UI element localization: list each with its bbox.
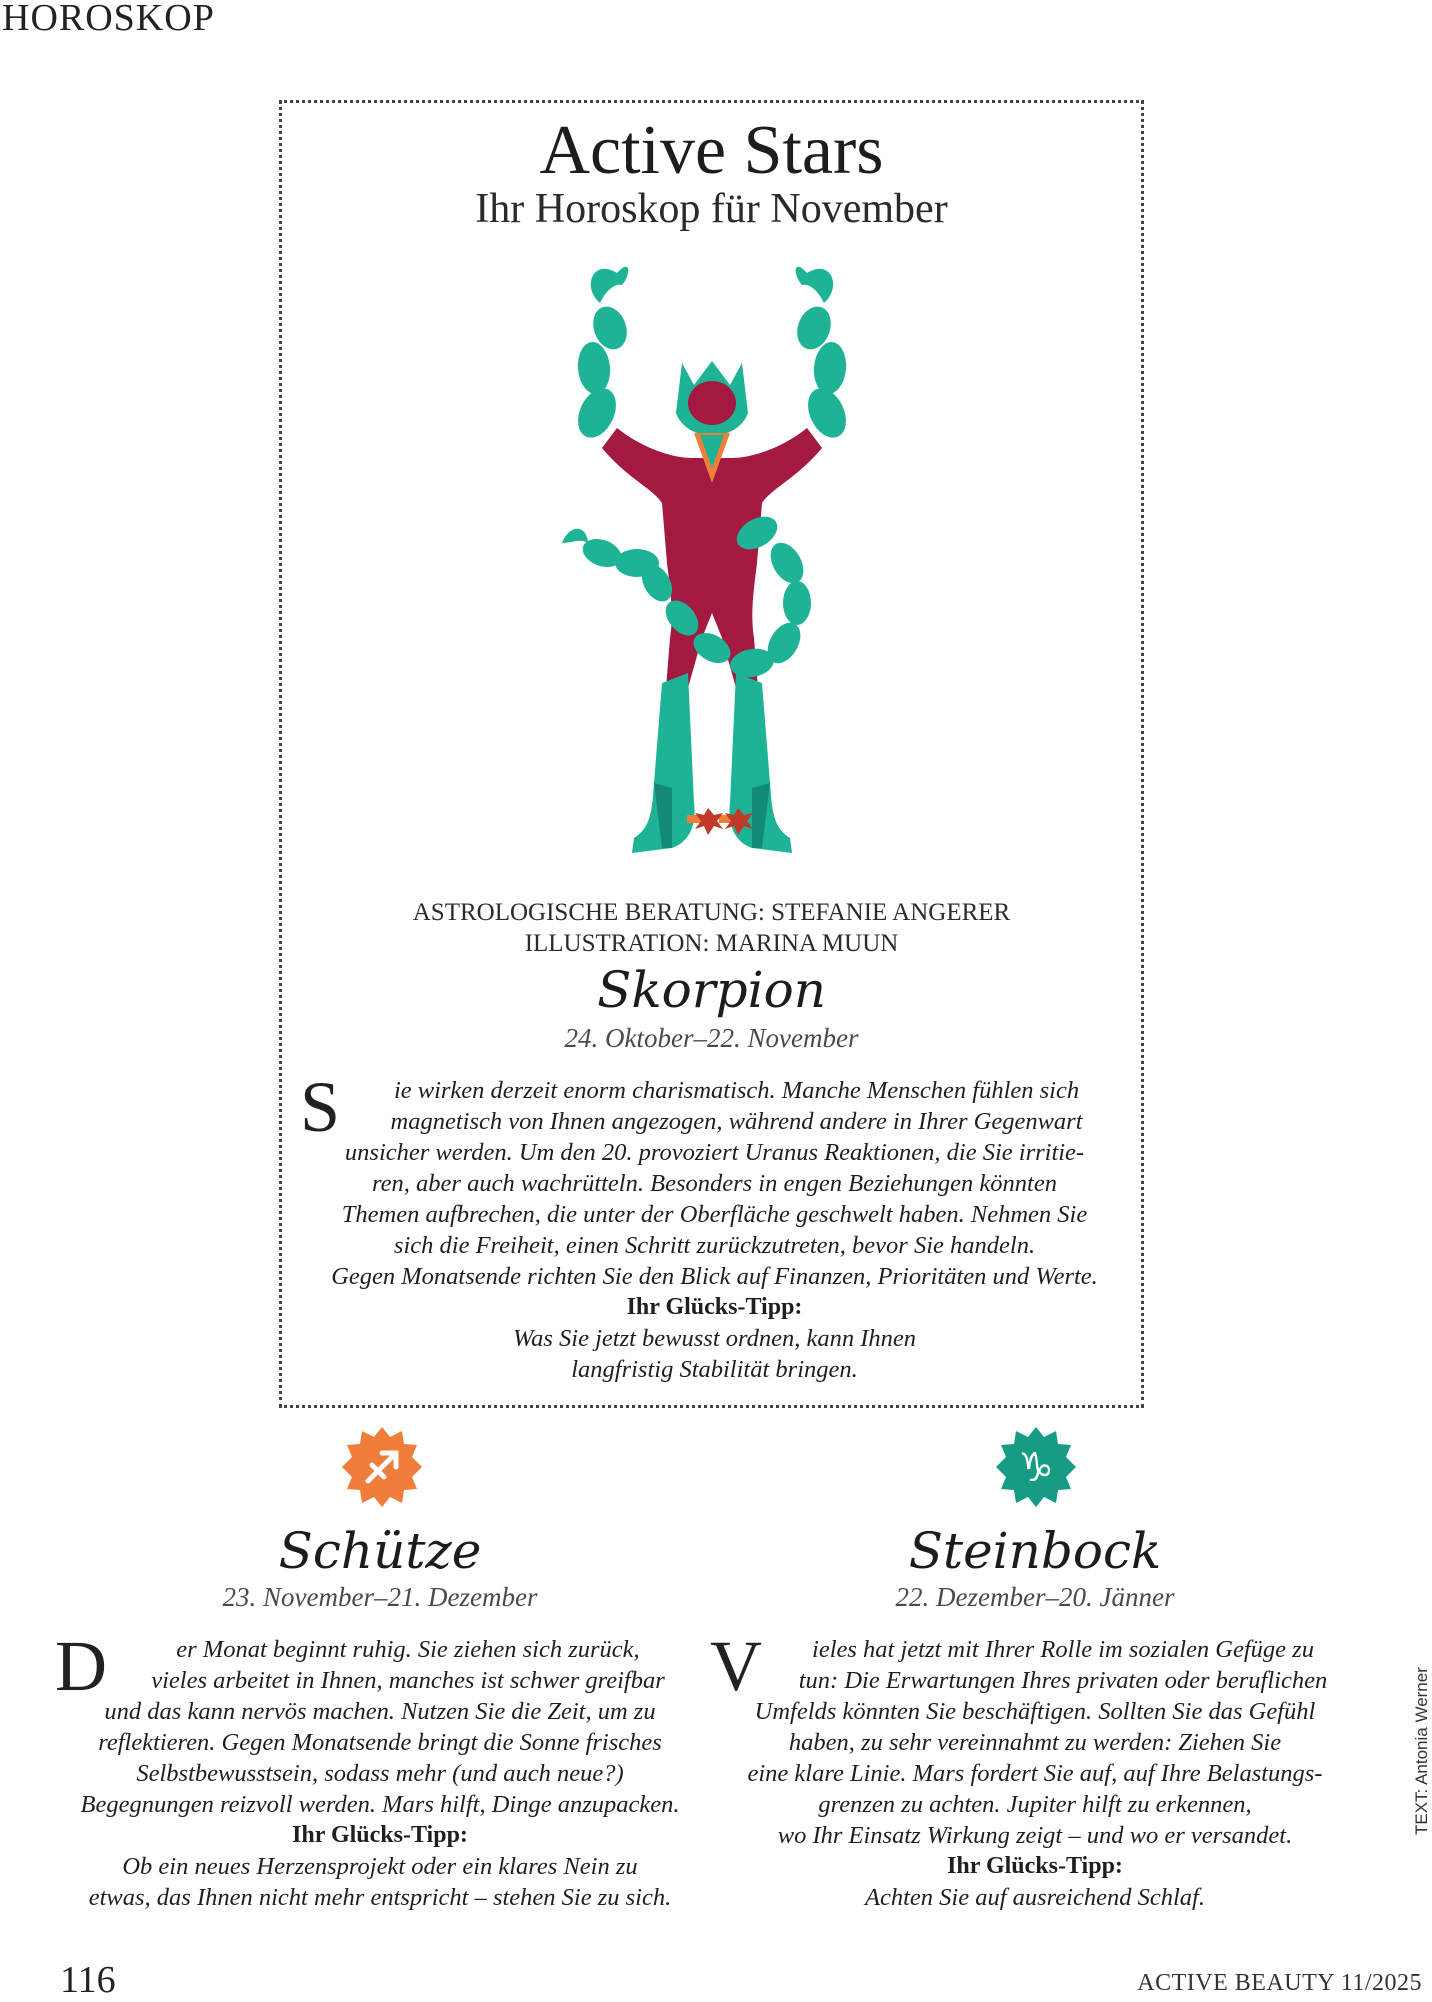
tip-label-steinbock: Ihr Glücks-Tipp: (947, 1853, 1123, 1879)
svg-text:♑: ♑ (1018, 1445, 1054, 1491)
horoscope-text-schuetze (55, 1626, 705, 1913)
feature-subtitle: Ihr Horoskop für November (475, 186, 948, 232)
horo-line: unsicher werden. Um den 20. provoziert Uranus Reaktionen, die Sie irritie- (344, 1139, 1085, 1166)
horo-line: sich die Freiheit, einen Schritt zurückzutreten, bevor Sie handeln. (393, 1232, 1036, 1259)
drop-cap-schuetze: D (55, 1626, 107, 1706)
scorpio-figure-illustration (522, 243, 902, 893)
horoscope-text-steinbock (710, 1626, 1360, 1913)
horo-line: eine klare Linie. Mars fordert Sie auf, auf Ihre Belastungs- (747, 1760, 1323, 1787)
horo-line: grenzen zu achten. Jupiter hilft zu erkennen, (818, 1791, 1252, 1818)
feature-credits (282, 897, 1141, 959)
tip-label-skorpion: Ihr Glücks-Tipp: (626, 1294, 803, 1320)
feature-box (279, 100, 1144, 1408)
horo-line: er Monat beginnt ruhig. Sie ziehen sich zurück, (176, 1636, 640, 1663)
credit-illustration: ILLUSTRATION: MARINA MUUN (524, 930, 899, 957)
horo-line: Umfelds könnten Sie beschäftigen. Sollten Sie das Gefühl (754, 1698, 1316, 1725)
horo-line: wo Ihr Einsatz Wirkung zeigt – und wo er versandet. (777, 1822, 1293, 1849)
page-number: 116 (60, 1959, 116, 2001)
horoscope-text-skorpion (300, 1067, 1129, 1385)
feature-title: Active Stars (539, 112, 884, 189)
horo-line: magnetisch von Ihnen angezogen, während andere in Ihrer Gegenwart (390, 1108, 1083, 1135)
credit-astrology: ASTROLOGISCHE BERATUNG: STEFANIE ANGERER (412, 899, 1011, 926)
tip-line: Ob ein neues Herzensprojekt oder ein klares Nein zu (122, 1853, 638, 1880)
section-label: HOROSKOP (2, 0, 215, 39)
drop-cap-steinbock: V (710, 1626, 762, 1706)
horo-line: und das kann nervös machen. Nutzen Sie die Zeit, um zu (104, 1698, 656, 1725)
sign-dates-steinbock: 22. Dezember–20. Jänner (895, 1582, 1175, 1612)
sign-dates-schuetze: 23. November–21. Dezember (222, 1582, 538, 1612)
horo-line: Begegnungen reizvoll werden. Mars hilft, Dinge anzupacken. (80, 1791, 680, 1818)
sign-dates-skorpion: 24. Oktober–22. November (564, 1023, 859, 1053)
tip-line: Achten Sie auf ausreichend Schlaf. (865, 1884, 1205, 1911)
magazine-issue: ACTIVE BEAUTY 11/2025 (1137, 1970, 1422, 1996)
sagittarius-icon (340, 1425, 424, 1509)
horo-line: ren, aber auch wachrütteln. Besonders in engen Beziehungen könnten (372, 1170, 1057, 1197)
capricorn-icon (994, 1425, 1078, 1509)
horo-line: Themen aufbrechen, die unter der Oberfläche geschwelt haben. Nehmen Sie (341, 1201, 1088, 1228)
tip-line: langfristig Stabilität bringen. (571, 1356, 858, 1383)
tip-line: Was Sie jetzt bewusst ordnen, kann Ihnen (512, 1325, 917, 1352)
drop-cap-skorpion: S (300, 1067, 341, 1147)
horo-line: Gegen Monatsende richten Sie den Blick auf Finanzen, Prioritäten und Werte. (331, 1263, 1098, 1290)
text-credit: TEXT: Antonia Werner (1412, 1667, 1431, 1835)
tip-line: etwas, das Ihnen nicht mehr entspricht – stehen Sie zu sich. (88, 1884, 672, 1911)
horo-line: ie wirken derzeit enorm charismatisch. Manche Menschen fühlen sich (393, 1077, 1080, 1104)
horo-line: reflektieren. Gegen Monatsende bringt die Sonne frisches (98, 1729, 662, 1756)
horo-line: haben, zu sehr vereinnahmt zu werden: Ziehen Sie (788, 1729, 1282, 1756)
tip-label-schuetze: Ihr Glücks-Tipp: (292, 1822, 468, 1848)
sign-name-schuetze: Schütze (278, 1522, 482, 1580)
horo-line: vieles arbeitet in Ihnen, manches ist schwer greifbar (151, 1667, 665, 1694)
horo-line: Selbstbewusstsein, sodass mehr (und auch neue?) (136, 1760, 624, 1787)
horo-line: tun: Die Erwartungen Ihres privaten oder beruflichen (798, 1667, 1328, 1694)
horo-line: ieles hat jetzt mit Ihrer Rolle im sozialen Gefüge zu (812, 1636, 1314, 1663)
sign-name-skorpion: Skorpion (597, 961, 826, 1019)
sign-name-steinbock: Steinbock (908, 1522, 1162, 1580)
